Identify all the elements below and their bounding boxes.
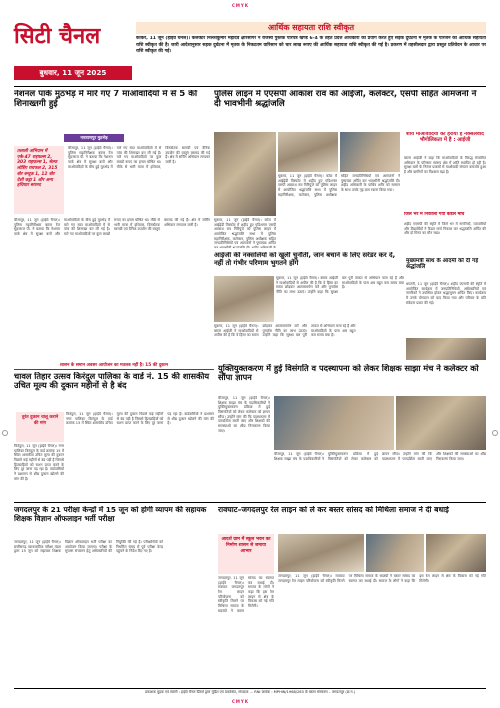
story7-photo-2 <box>396 396 486 450</box>
story6-body: किरंदुल, 11 जून (हाईवे चैनल)। नगर पालिका किरंदुल के वार्ड क्रमांक 15 में स्थित शासकीय उचित मूल्य की दुकान पिछले कई महीनों से बंद पड़ी है जिससे हितग्राहियों को राशन प्राप्त करने के लिए दूर जाना पड़ रहा है। वार्डवासियों ने प्रशासन से शीघ्र दुकान खोलने की मांग की है। <box>66 412 214 426</box>
story6-body-left: किरंदुल, 11 जून (हाईवे चैनल)। नगर पालिका किरंदुल के वार्ड क्रमांक 15 में स्थित शासकीय उचित मूल्य की दुकान पिछले कई महीनों से बंद पड़ी है जिससे हितग्राहियों को राशन प्राप्त करने के लिए दूर जाना पड़ रहा है। वार्डवासियों ने प्रशासन से शीघ्र दुकान खोलने की मांग की है। <box>14 444 64 481</box>
story7-body-lower: बीजापुर, 11 जून (हाईवे चैनल)। शिक्षक साझा मंच के पदाधिकारियों ने युक्तियुक्तकरण प्रक्रिया में हुई विसंगतियों को लेकर कलेक्टर को ज्ञापन सौंपा। उन्होंने मांग की कि पदस्थापना में पारदर्शिता बरती जाए और शिक्षकों की समस्याओं का शीघ्र निराकरण किया जाए। <box>274 452 486 461</box>
story6-headline: चावल तिहार उत्सव किरंदुल पालिका के वार्ड नं. 15 की शासकीय उचित मूल्य की दुकान महीनों से है बंद <box>14 372 210 391</box>
story2-body: सुकमा, 11 जून (हाईवे चैनल)। कोंटा में आईईडी विस्फोट में शहीद हुए एडिशनल एसपी आकाश राव गिरिपुंजे को पुलिस लाइन में आयोजित श्रद्धांजलि सभा में पुलिस महानिरीक्षक, कलेक्टर, पुलिस अधीक्षक सहित जनप्रतिनिधियों एवं आमजनों ने पुष्पचक्र अर्पित कर भावभीनी श्रद्धांजलि दी। शहीद अधिकारी के पार्थिव शरीर को सम्मान के साथ उनके गृह ग्राम रवाना किया गया। <box>278 174 400 197</box>
story6-inset: तुरंत दुकान चालू कराने की मांग <box>16 412 64 442</box>
story5-photo <box>406 338 486 360</box>
section-rule <box>14 502 486 503</box>
story5-headline: मुख्यमंत्री साथ के आदमी को दी गई श्रद्धांजलि <box>406 258 479 271</box>
story7-body: बीजापुर, 11 जून (हाईवे चैनल)। शिक्षक साझा मंच के पदाधिकारियों ने युक्तियुक्तकरण प्रक्रिया में हुई विसंगतियों को लेकर कलेक्टर को ज्ञापन सौंपा। उन्होंने मांग की कि पदस्थापना में पारदर्शिता बरती जाए और शिक्षकों की समस्याओं का शीघ्र निराकरण किया जाए। <box>218 396 270 433</box>
story9-headline: रावघाट–जगदलपुर रेल लाइन को ले कर बस्तर सांसद को मिथिला समाज ने दी बधाई <box>218 506 449 514</box>
footer-imprint: प्रकाशक मुद्रक एवं स्वामी : हाईवे चैनल प्रिंटर्स द्वारा मुद्रित एवं प्रकाशित, संपादक … RNI क्रमांक : MPHIN/1968/263 के बस्तर संस्करण – जगदलपुर (छ.ग.) <box>144 690 356 694</box>
story9-body-right: जगदलपुर, 11 जून (हाईवे चैनल)। रावघाट जगदलपुर रेल लाइन परियोजना को स्वीकृति मिलने पर मिथिला समाज के सदस्यों ने बस्तर सांसद का स्वागत कर बधाई दी। समाज के लोगों ने कहा कि इस रेल लाइन से क्षेत्र के विकास को नई गति मिलेगी। <box>278 574 486 583</box>
story4-body-lower: सुकमा, 11 जून (हाईवे चैनल)। बस्तर आईजी ने माओवादियों से अपील की है कि वे हिंसा का रास्ता छोड़कर आत्मसमर्पण करें और पुनर्वास नीति का लाभ उठाएं। उन्होंने कहा कि सुरक्षा बल पूरी ताकत से अभियान चला रहे हैं और माओवादियों के पास अब बहुत कम समय बचा है। <box>214 324 356 338</box>
cmyk-mark-bottom: CMYK <box>232 699 249 704</box>
story9-body: जगदलपुर, 11 जून (हाईवे चैनल)। रावघाट जगदलपुर रेल लाइन परियोजना को स्वीकृति मिलने पर मिथिला समाज के सदस्यों ने बस्तर सांसद का स्वागत कर बधाई दी। समाज के लोगों ने कहा कि इस रेल लाइन से क्षेत्र के विकास को नई गति मिलेगी। <box>218 576 274 613</box>
story3-subhead: जिले भर में निकाला गया कैंडल मार्च <box>404 212 465 217</box>
story4-headline: आईजी की नक्सलियों को खुली चुनौती, जान बचाने के लिए सरेंडर कर दें, नहीं तो गंभीर परिणाम भुगतने होंगे <box>214 252 396 267</box>
story3-body2: शहीद एएसपी की स्मृति में जिले भर में नागरिकों, व्यापारियों और विद्यार्थियों ने कैंडल मार्च निकाल कर श्रद्धांजलि अर्पित की और दो मिनट का मौन रखा। <box>404 222 486 236</box>
masthead-title: सिटी चैनल <box>14 23 101 49</box>
story9-inset: आदर्श ग्राम में स्कूल भवन का निर्माण शासन से जमाया आभार <box>218 534 274 574</box>
story1-body-lower: बीजापुर, 11 जून (हाईवे चैनल)। पुलिस महानिरीक्षक बस्तर रेंज सुंदरराज पी. ने बताया कि नेशनल पार्क क्षेत्र में सुरक्षा बलों और माओवादियों के बीच हुई मुठभेड़ में मारे गए सात माओवादियों में से पांच की शिनाख्त कर ली गई है। मारे गए माओवादियों पर कुल लाखों रूपए का इनाम घोषित था। मौके से भारी मात्रा में हथियार, विस्फोटक सामग्री एवं दैनिक उपयोग की वस्तुएं बरामद की गई हैं। क्षेत्र में सर्चिंग अभियान लगातार जारी है। <box>14 218 210 237</box>
story7-headline: युक्तियुक्तकरण में हुई विसंगति व पदस्थापना को लेकर शिक्षक साझा मंच ने कलेक्टर को सौंपा ज्ञापन <box>218 364 479 383</box>
registration-mark-right <box>492 430 498 436</box>
story1-body: बीजापुर, 11 जून (हाईवे चैनल)। पुलिस महानिरीक्षक बस्तर रेंज सुंदरराज पी. ने बताया कि नेशनल पार्क क्षेत्र में सुरक्षा बलों और माओवादियों के बीच हुई मुठभेड़ में मारे गए सात माओवादियों में से पांच की शिनाख्त कर ली गई है। मारे गए माओवादियों पर कुल लाखों रूपए का इनाम घोषित था। मौके से भारी मात्रा में हथियार, विस्फोटक सामग्री एवं दैनिक उपयोग की वस्तुएं बरामद की गई हैं। क्षेत्र में सर्चिंग अभियान लगातार जारी है। <box>68 146 210 169</box>
story2-photo <box>214 132 276 216</box>
story1-side-note: तलाशी अभियान में एके-47 राइफल्स 2, 303 राइफल्स 1, सेल्फ लोडिंग रायफल 2, 315 बोर बन्दूक 1, 12 बोर देशी कट्टा 1 और अन्य हथियार बरामद <box>14 146 64 214</box>
top-right-story <box>136 22 486 84</box>
strip-banner: शासन के समान अवसर आयोजन का मतलब नहीं है। 15 की दुकान <box>14 362 214 370</box>
story7-photo <box>274 396 394 450</box>
story2-body-lower: सुकमा, 11 जून (हाईवे चैनल)। कोंटा में आईईडी विस्फोट में शहीद हुए एडिशनल एसपी आकाश राव गिरिपुंजे को पुलिस लाइन में आयोजित श्रद्धांजलि सभा में पुलिस महानिरीक्षक, कलेक्टर, पुलिस अधीक्षक सहित जनप्रतिनिधियों एवं आमजनों ने पुष्पचक्र अर्पित <box>214 218 276 246</box>
registration-mark-left <box>2 430 8 436</box>
top-right-headline: आर्थिक सहायता राशि स्वीकृत <box>136 22 486 34</box>
story1-headline: नेशनल पार्क मुठभेड़ में मारे गए 7 माओवादियों में से 5 की शिनाख्तगी हुई <box>14 90 198 109</box>
story2-headline: पुलिस लाइन में एएसपी आकाश राव को आईजी, कलेक्टर, एसपी सहित आमजनों ने दी भावभीनी श्रद्धांजलि <box>214 90 477 109</box>
story9-photo <box>278 534 364 572</box>
story9-photo-2 <box>366 534 424 572</box>
story2-photo-2 <box>278 132 338 172</box>
masthead <box>14 22 132 84</box>
footer-rule <box>14 688 486 689</box>
story1-badge: नारायणपुर मुठभेड़ <box>64 134 124 142</box>
story4-body: सुकमा, 11 जून (हाईवे चैनल)। बस्तर आईजी ने माओवादियों से अपील की है कि वे हिंसा का रास्ता छोड़कर आत्मसमर्पण करें और पुनर्वास नीति का लाभ उठाएं। उन्होंने कहा कि सुरक्षा बल पूरी ताकत से अभियान चला रहे हैं और माओवादियों के पास अब बहुत कम समय बचा है। <box>276 276 404 295</box>
top-right-body: कांकेर, 11 जून (हाईवे चैनल)। कलेक्टर निलेशकुमार महादेव क्षीरसागर ने राजस्व पुस्तक परिपत्र खण्ड 6-4 के तहत प्रदत्त अधिकारों का प्रयोग करते हुए सड़क दुर्घटना में मृतक के परिजन को आर्थिक सहायता राशि स्वीकृत की है। जारी आदेशानुसार सड़क दुर्घटना में मृतक के निकटतम वारिसान को चार लाख रूपए की आर्थिक सहायता राशि स्वीकृत की गई है। प्रकरण में तहसीलदार द्वारा प्रस्तुत प्रतिवेदन के आधार पर राशि स्वीकृत की गई। <box>136 36 486 55</box>
story5-body: धमतरी, 11 जून (हाईवे चैनल)। शहीद एएसपी की स्मृति में आयोजित कार्यक्रम में जनप्रतिनिधियों, अधिकारियों एवं नागरिकों ने उपस्थित होकर श्रद्धासुमन अर्पित किए। कार्यक्रम में उनके योगदान को याद किया गया और परिवार के प्रति संवेदना प्रकट की गई। <box>406 282 486 305</box>
story8-body: जगदलपुर, 11 जून (हाईवे चैनल)। छत्तीसगढ़ व्यावसायिक परीक्षा मंडल द्वारा 15 जून को सहायक शिक्षक विज्ञान ऑफलाइन भर्ती परीक्षा का आयोजन किया जाएगा। परीक्षा के सुचारू संचालन हेतु अधिकारियों की नियुक्ति की गई है। परीक्षार्थियों को निर्धारित समय से पूर्व परीक्षा केन्द्र पहुंचने के निर्देश दिए गए हैं। <box>14 540 163 554</box>
story3-body: बस्तर आईजी ने कहा कि माओवादियों के विरुद्ध संचालित अभियान के परिणाम स्वरूप क्षेत्र में शांति स्थापित हो रही है। सुरक्षा बलों के निरंतर प्रयासों से माओवादी संगठन कमजोर हुआ है और ग्रामीणों का विश्वास बढ़ा है। <box>404 156 486 175</box>
story2-photo-3 <box>340 132 400 172</box>
masthead-rule <box>14 86 486 87</box>
cmyk-mark-top: CMYK <box>232 3 249 8</box>
story9-photo-3 <box>426 534 486 572</box>
story8-headline: जगदलपुर के 21 परीक्षा केन्द्रों में 15 जून को होगी व्यापम की सहायक शिक्षक विज्ञान ऑफलाइन भर्ती परीक्षा <box>14 506 207 523</box>
story3-headline: शौर्य माओवादियों को हराया है नक्सलवाद भौगोलिकता में है : आईजी <box>406 132 484 143</box>
story4-photo <box>214 276 274 322</box>
masthead-date: बुधवार, 11 जून 2025 <box>14 66 132 80</box>
